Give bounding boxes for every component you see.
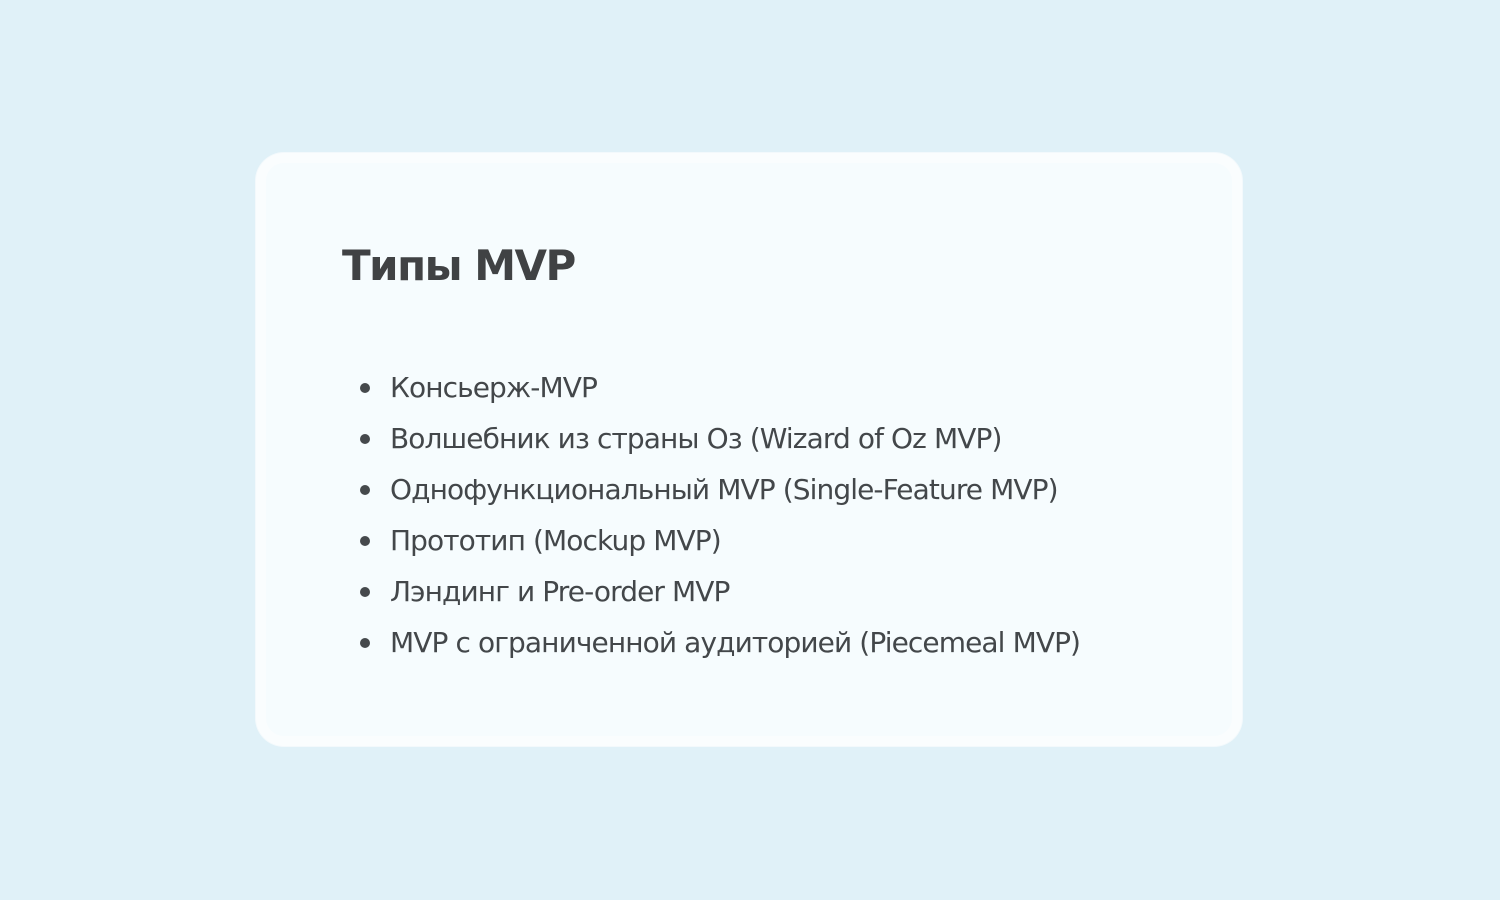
list-item-text: Однофункциональный MVP (Single-Feature MVP) [390, 473, 1058, 506]
list-item [358, 566, 1080, 617]
bullet-icon [360, 536, 370, 546]
list-item [358, 515, 1080, 566]
bullet-icon [360, 434, 370, 444]
list-item-text: Консьерж-MVP [390, 371, 597, 404]
list-item [358, 617, 1080, 668]
bullet-icon [360, 587, 370, 597]
slide-title: Типы MVP [342, 241, 575, 290]
bullet-icon [360, 383, 370, 393]
mvp-types-list [358, 362, 1080, 668]
list-item-text: MVP с ограниченной аудиторией (Piecemeal MVP) [390, 626, 1081, 659]
list-item [358, 464, 1080, 515]
list-item-text: Волшебник из страны Оз (Wizard of Oz MVP) [390, 422, 1002, 455]
list-item [358, 413, 1080, 464]
content-card [256, 153, 1242, 746]
bullet-icon [360, 485, 370, 495]
bullet-icon [360, 638, 370, 648]
list-item-text: Прототип (Mockup MVP) [390, 524, 721, 557]
list-item-text: Лэндинг и Pre-order MVP [390, 575, 730, 608]
list-item [358, 362, 1080, 413]
